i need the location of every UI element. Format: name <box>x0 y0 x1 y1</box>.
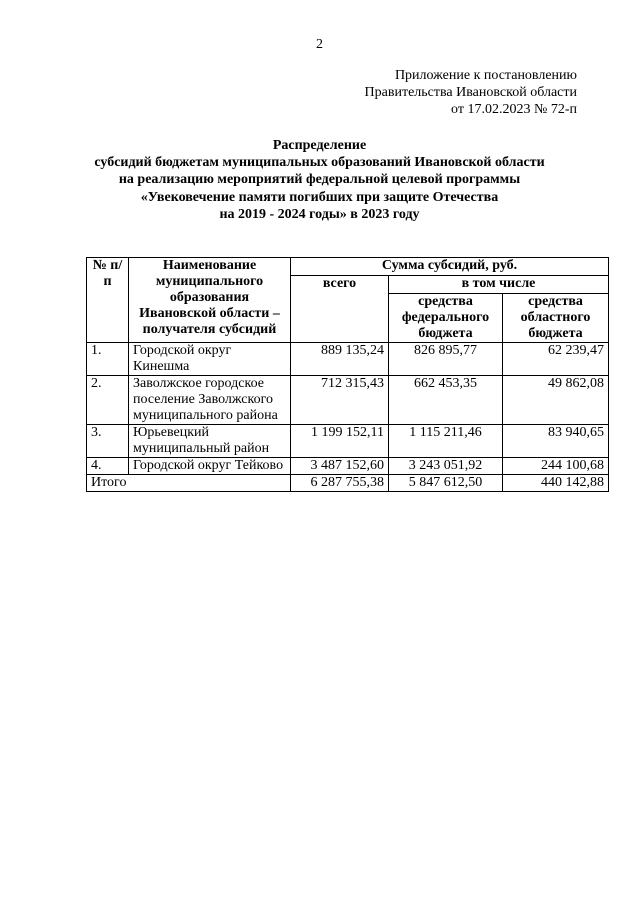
header-total: всего <box>291 276 389 343</box>
header-including: в том числе <box>389 276 609 294</box>
row-name: Городской округ Кинешма <box>129 343 291 376</box>
row-num: 4. <box>87 458 129 475</box>
table-row <box>87 425 609 458</box>
header-name: Наименование муниципального образования Ивановской области – получателя субсидий <box>129 258 291 343</box>
row-num: 1. <box>87 343 129 376</box>
total-label: Итого <box>87 475 291 492</box>
row-regional: 49 862,08 <box>503 376 609 425</box>
title-line: Распределение <box>272 138 367 153</box>
document-title <box>0 137 639 223</box>
header-federal: средства федерального бюджета <box>389 294 503 343</box>
row-federal: 662 453,35 <box>389 376 503 425</box>
row-name: Заволжское городское поселение Заволжского муниципального района <box>129 376 291 425</box>
row-num: 2. <box>87 376 129 425</box>
header-num: № п/п <box>87 258 129 343</box>
subsidy-table <box>86 257 609 492</box>
row-regional: 244 100,68 <box>503 458 609 475</box>
row-name: Городской округ Тейково <box>129 458 291 475</box>
title-line: на 2019 - 2024 годы» в 2023 году <box>219 206 420 222</box>
row-federal: 1 115 211,46 <box>389 425 503 458</box>
header-regional: средства областного бюджета <box>503 294 609 343</box>
total-federal: 5 847 612,50 <box>389 475 503 492</box>
row-federal: 826 895,77 <box>389 343 503 376</box>
page-number: 2 <box>316 37 323 52</box>
table-row <box>87 458 609 475</box>
title-line: «Увековечение памяти погибших при защите Отечества <box>140 189 499 205</box>
appendix-line: Правительства Ивановской области <box>364 85 577 100</box>
row-regional: 83 940,65 <box>503 425 609 458</box>
row-federal: 3 243 051,92 <box>389 458 503 475</box>
row-num: 3. <box>87 425 129 458</box>
title-line: на реализацию мероприятий федеральной целевой программы <box>118 172 521 188</box>
table-row <box>87 376 609 425</box>
row-regional: 62 239,47 <box>503 343 609 376</box>
appendix-block <box>365 67 577 118</box>
table-row <box>87 343 609 376</box>
total-sum: 6 287 755,38 <box>291 475 389 492</box>
appendix-line: от 17.02.2023 № 72-п <box>451 102 577 117</box>
total-regional: 440 142,88 <box>503 475 609 492</box>
row-total: 3 487 152,60 <box>291 458 389 475</box>
row-name: Юрьевецкий муниципальный район <box>129 425 291 458</box>
header-sum: Сумма субсидий, руб. <box>291 258 609 276</box>
table-total-row <box>87 475 609 492</box>
row-total: 1 199 152,11 <box>291 425 389 458</box>
title-line: субсидий бюджетам муниципальных образований Ивановской области <box>94 155 545 171</box>
row-total: 889 135,24 <box>291 343 389 376</box>
row-total: 712 315,43 <box>291 376 389 425</box>
appendix-line: Приложение к постановлению <box>394 68 577 83</box>
